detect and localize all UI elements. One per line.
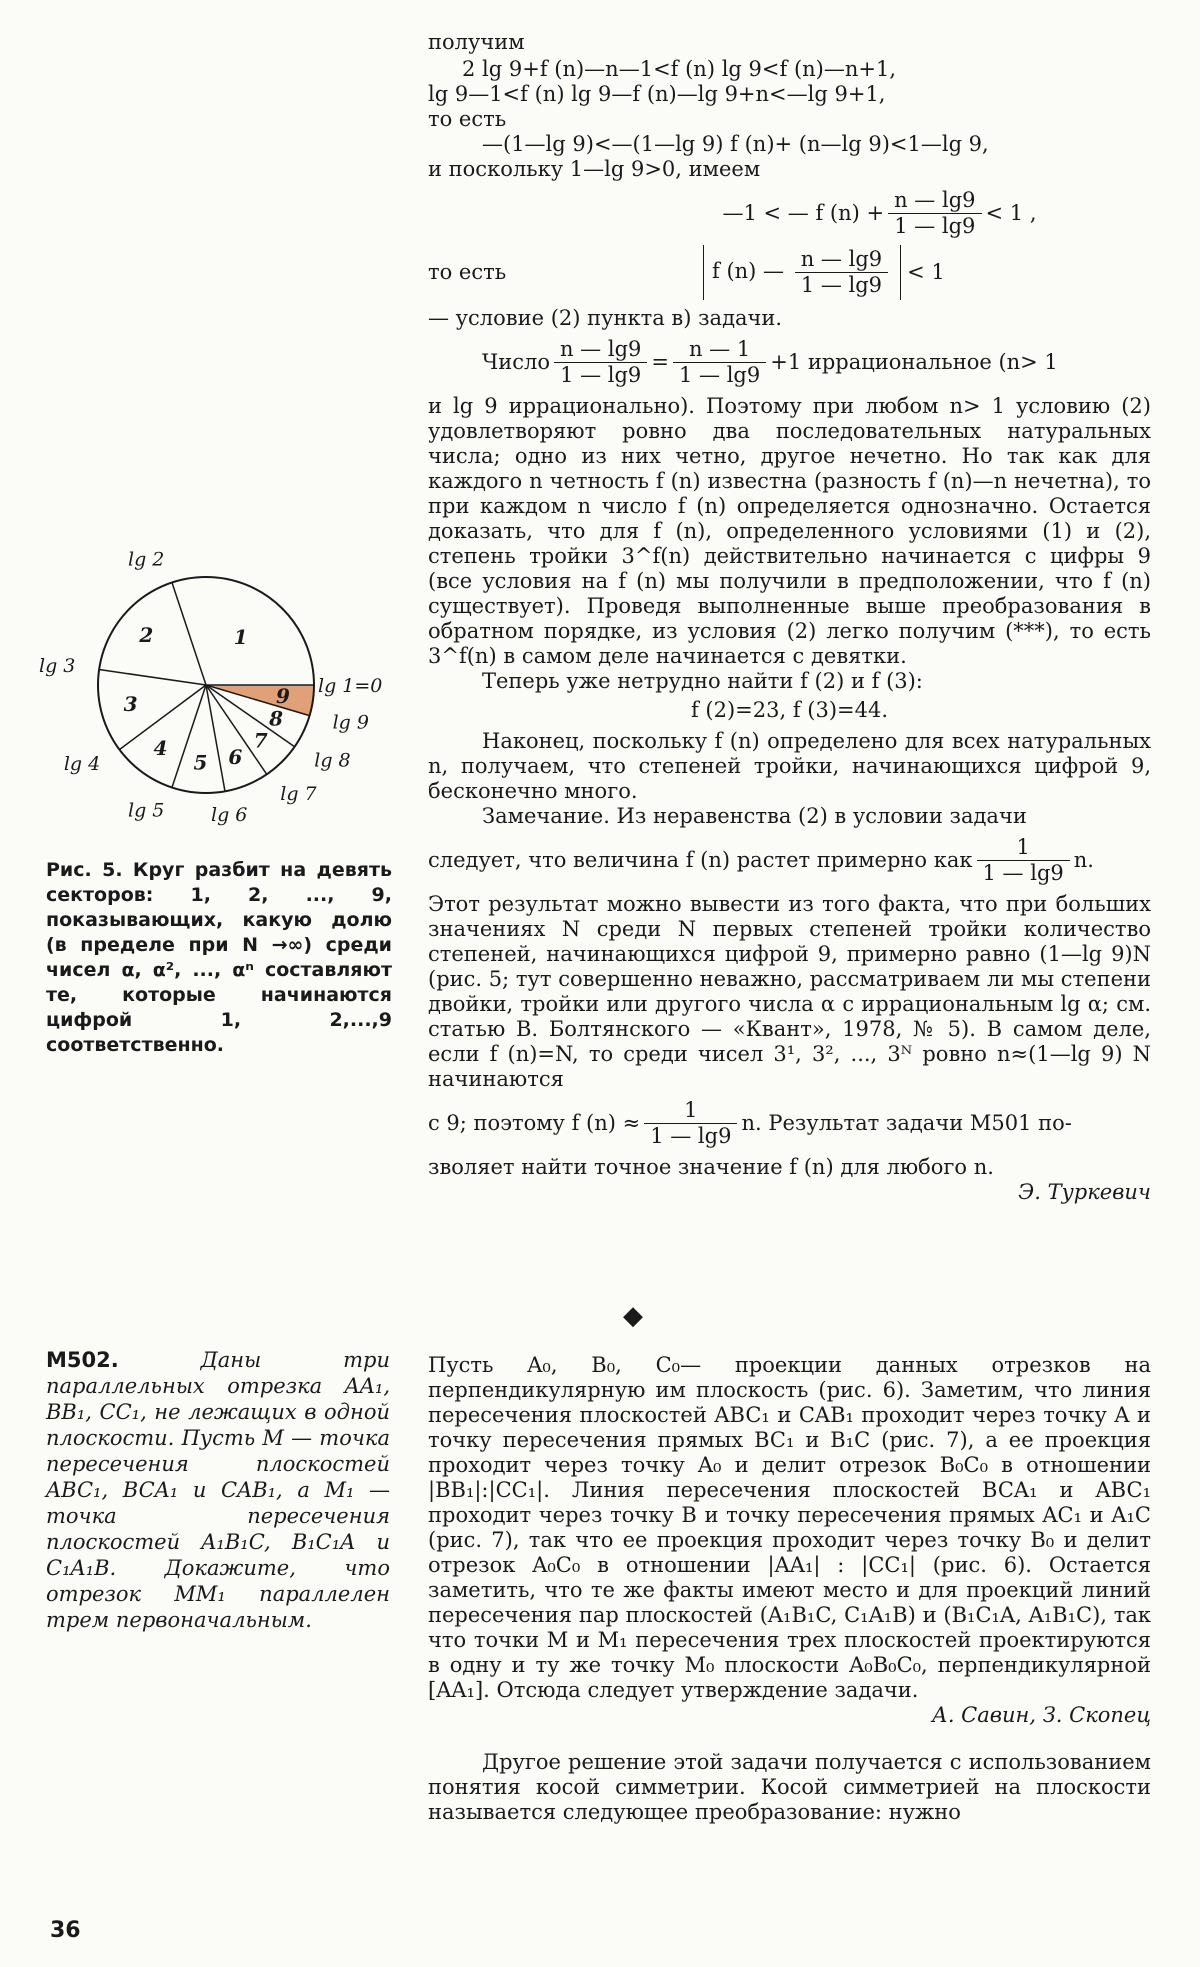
equation-line: lg 9—1<f (n) lg 9—f (n)—lg 9+n<—lg 9+1,: [428, 82, 886, 106]
equation-line: f (2)=23, f (3)=44.: [690, 698, 889, 722]
fraction-denominator: 1 — lg9: [650, 1124, 732, 1148]
fraction: [977, 835, 1070, 886]
equals-sign: =: [651, 350, 669, 374]
ineq-right: < 1 ,: [985, 201, 1037, 225]
sector-radius: [172, 583, 206, 685]
figure-caption: Рис. 5. Круг разбит на девять секторов: 1, 2, ..., 9, показывающих, какую долю (в пределе при N →∞) среди чисел α, α², ..., αⁿ составляют те, которые начинаются цифрой 1, 2,...,9 соответственно.: [46, 859, 392, 1056]
fraction: [673, 337, 766, 388]
sector-number: 5: [193, 750, 208, 775]
text-label: +1 иррациональное (n> 1: [770, 350, 1058, 374]
approx-line: [428, 1098, 1151, 1149]
fraction-numerator: n — lg9: [795, 247, 888, 273]
text-line: то есть: [428, 107, 507, 131]
absolute-value-box: [703, 245, 901, 300]
paragraph: зволяет найти точное значение f (n) для любого n.: [428, 1155, 994, 1179]
paragraph: Наконец, поскольку f (n) определено для всех натуральных n, получаем, что степеней тройки, начинающихся цифрой 9, бесконечно много.: [428, 729, 1151, 803]
solution-text-block: [428, 30, 1151, 1205]
growth-line: [428, 835, 1151, 886]
equation-line: —(1—lg 9)<—(1—lg 9) f (n)+ (n—lg 9)<1—lg 9,: [482, 132, 989, 156]
sector-number: 9: [275, 684, 290, 709]
paragraph: Другое решение этой задачи получается с использованием понятия косой симметрии. Косой симметрией на плоскости называется следующее преобразование: нужно: [428, 1750, 1151, 1824]
text-label: n. Результат задачи М501 по-: [741, 1111, 1072, 1135]
text-label: с 9; поэтому f (n) ≈: [428, 1111, 641, 1135]
page-number: 36: [50, 1918, 81, 1943]
sector-number: 4: [153, 736, 168, 761]
sector-number: 8: [269, 706, 284, 731]
fraction-numerator: n — 1: [673, 337, 766, 363]
paragraph: и lg 9 иррационально). Поэтому при любом n> 1 условию (2) удовлетворяют ровно два последовательных натуральных числа; одно из них четно, другое нечетно. Но так как для каждого n четность f (n) известна (разность f (n)—n нечетна), то при каждом n число f (n) определяется однозначно. Остается доказать, что для f (n), определенного условиями (1) и (2), степень тройки 3^f(n) действительно начинается с цифры 9 (все условия на f (n) мы получили в предположении, что f (n) существует). Проведя выполненные выше преобразования в обратном порядке, из условия (2) легко получим (***), то есть 3^f(n) в самом деле начинается с девятки.: [428, 394, 1151, 668]
abs-left: f (n) —: [712, 259, 785, 283]
fraction-denominator: 1 — lg9: [894, 214, 976, 238]
fraction: [795, 247, 888, 298]
ineq-left: —1 < — f (n) +: [722, 201, 885, 225]
fraction: [554, 337, 647, 388]
fraction: [644, 1098, 737, 1149]
sector-number: 1: [233, 624, 248, 649]
sector-radius: [206, 685, 225, 791]
sector-boundary-label: lg 9: [332, 711, 369, 734]
paragraph: Замечание. Из неравенства (2) в условии задачи: [482, 804, 1027, 828]
problem-text: Даны три параллельных отрезка AA₁, BB₁, CC₁, не лежащих в одной плоскости. Пусть M — точка пересечения плоскостей ABC₁, BCA₁ и CAB₁, а M₁ — точка пересечения плоскостей A₁B₁C, B₁C₁A и C₁A₁B. Докажите, что отрезок MM₁ параллелен трем первоначальным.: [46, 1348, 390, 1632]
sector-number: 2: [139, 623, 154, 648]
sector-boundary-label: lg 1=0: [318, 675, 383, 697]
problem-number: М502.: [46, 1348, 119, 1372]
solution-text-block-2: [428, 1353, 1151, 1825]
author-signature: А. Савин, З. Скопец: [931, 1703, 1151, 1727]
fraction: [888, 188, 981, 239]
fraction-numerator: n — lg9: [888, 188, 981, 214]
text-label: Число: [482, 350, 550, 374]
irrationality-line: [482, 337, 1151, 388]
paragraph: Этот результат можно вывести из того факта, что при больших значениях N среди N первых степеней тройки количество степеней, начинающихся цифрой 9, примерно равно (1—lg 9)N (рис. 5; тут совершенно неважно, рассматриваем ли мы степени двойки, тройки или другого числа α с иррациональным lg α; см. статью В. Болтянского — «Квант», 1978, № 5). В самом деле, если f (n)=N, то среди чисел 3¹, 3², ..., 3ᴺ ровно n≈(1—lg 9) N начинаются: [428, 892, 1151, 1091]
fraction-numerator: n — lg9: [554, 337, 647, 363]
sector-boundary-label: lg 8: [314, 749, 351, 772]
inequality-1: [608, 188, 1151, 239]
sector-boundary-label: lg 5: [128, 799, 165, 822]
sector-boundary-label: lg 7: [280, 783, 317, 806]
section-divider-icon: ◆: [623, 1301, 643, 1331]
inequality-2: [428, 245, 1151, 300]
sector-boundary-label: lg 3: [38, 655, 76, 678]
circle-diagram: [38, 548, 406, 850]
text-line: — условие (2) пункта в) задачи.: [428, 306, 783, 330]
sector-radius: [99, 670, 206, 685]
text-label: n.: [1073, 848, 1094, 872]
fraction-numerator: 1: [977, 835, 1070, 861]
sector-boundary-label: lg 4: [63, 752, 101, 775]
text-line: получим: [428, 30, 525, 54]
fraction-denominator: 1 — lg9: [560, 363, 642, 387]
sector-number: 3: [123, 692, 138, 717]
fraction-denominator: 1 — lg9: [982, 861, 1064, 885]
equation-line: 2 lg 9+f (n)—n—1<f (n) lg 9<f (n)—n+1,: [462, 57, 897, 81]
sector-number: 7: [253, 728, 268, 753]
problem-statement: [46, 1347, 390, 1633]
figure-5-circle: [38, 548, 406, 850]
sector-boundary-label: lg 6: [211, 803, 248, 826]
text-line: и поскольку 1—lg 9>0, имеем: [428, 157, 761, 181]
fraction-numerator: 1: [644, 1098, 737, 1124]
text-label: следует, что величина f (n) растет примерно как: [428, 848, 973, 872]
abs-right: < 1: [907, 260, 945, 284]
paragraph: Теперь уже нетрудно найти f (2) и f (3):: [482, 669, 923, 693]
fraction-denominator: 1 — lg9: [679, 363, 761, 387]
text-label: то есть: [428, 260, 507, 284]
sector-number: 6: [228, 745, 243, 770]
sector-boundary-label: lg 2: [128, 548, 165, 571]
author-signature: Э. Туркевич: [1018, 1180, 1151, 1204]
fraction-denominator: 1 — lg9: [800, 273, 883, 297]
paragraph: Пусть A₀, B₀, C₀— проекции данных отрезков на перпендикулярную им плоскость (рис. 6). Заметим, что линия пересечения плоскостей ABC₁ и CAB₁ проходит через точку A и точку пересечения прямых BC₁ и B₁C (рис. 7), а ее проекция проходит через точку A₀ и делит отрезок B₀C₀ в отношении |BB₁|:|CC₁|. Линия пересечения плоскостей BCA₁ и ABC₁ проходит через точку B и точку пересечения прямых AC₁ и A₁C (рис. 7), так что ее проекция проходит через точку B₀ и делит отрезок A₀C₀ в отношении |AA₁| : |CC₁| (рис. 6). Остается заметить, что те же факты имеют место и для проекций линий пересечения пар плоскостей (A₁B₁C, C₁A₁B) и (B₁C₁A, A₁B₁C), так что точки M и M₁ пересечения трех плоскостей проектируются в одну и ту же точку M₀ плоскости A₀B₀C₀, перпендикулярной [AA₁]. Отсюда следует утверждение задачи.: [428, 1353, 1151, 1702]
